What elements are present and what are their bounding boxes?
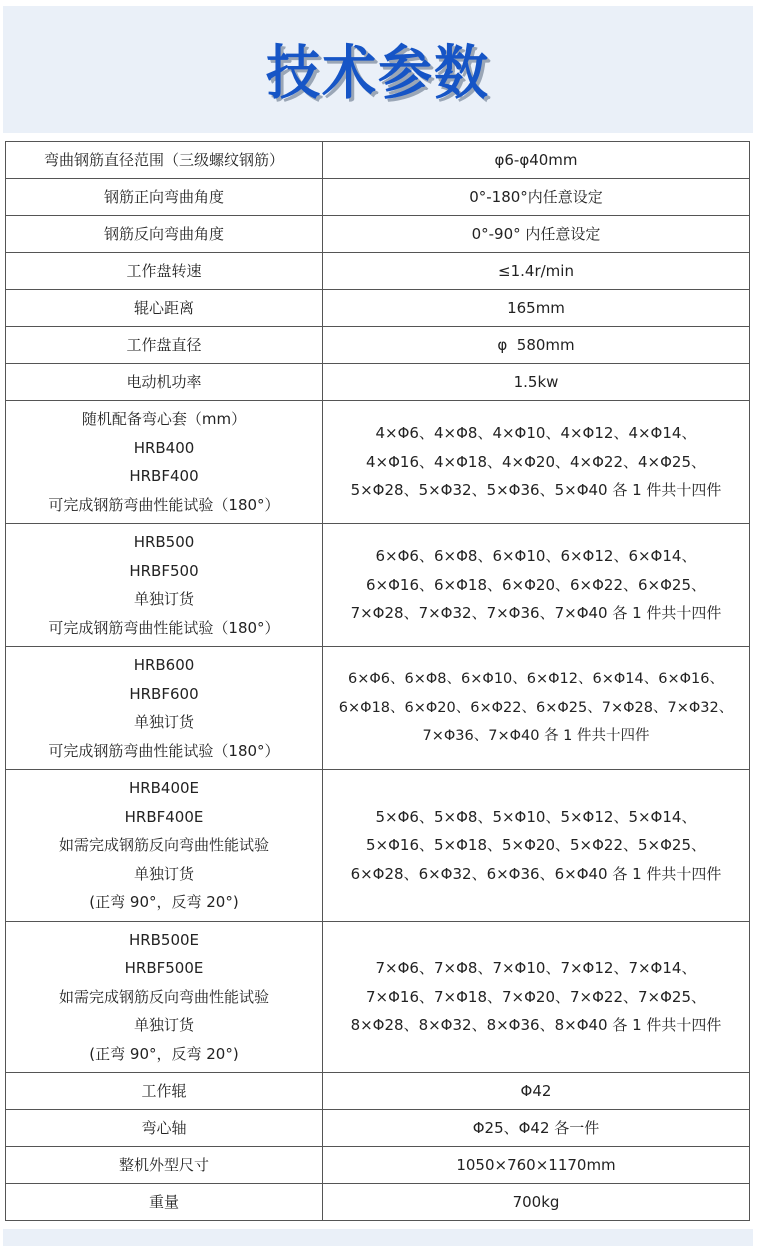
param-value [323,1147,750,1184]
param-value [323,647,750,770]
label-line: 重量 [148,1193,179,1211]
label-line: HRB500 [133,533,195,551]
param-value [323,401,750,524]
table-row [6,179,750,216]
value-line: 5×Φ6、5×Φ8、5×Φ10、5×Φ12、5×Φ14、 [375,807,697,826]
label-line: 钢筋反向弯曲角度 [103,225,224,243]
param-label [6,524,323,647]
value-line: 6×Φ6、6×Φ8、6×Φ10、6×Φ12、6×Φ14、 [375,547,697,566]
param-label [6,327,323,364]
label-line: 单独订货 [133,590,194,608]
value-line: 7×Φ36、7×Φ40 各 1 件共十四件 [422,728,650,745]
value-line: 5×Φ16、5×Φ18、5×Φ20、5×Φ22、5×Φ25、 [365,836,707,855]
table-row [6,770,750,922]
table-row [6,1073,750,1110]
table-row [6,290,750,327]
value-line: 6×Φ6、6×Φ8、6×Φ10、6×Φ12、6×Φ14、6×Φ16、 [348,671,724,688]
param-label [6,1110,323,1147]
label-line: 工作辊 [141,1082,187,1100]
label-line: HRBF400E [124,807,204,826]
value-line: 0°-90° 内任意设定 [471,225,601,243]
label-line: HRBF500E [124,959,204,978]
param-value [323,142,750,179]
label-line: 工作盘直径 [126,336,202,354]
value-line: 6×Φ18、6×Φ20、6×Φ22、6×Φ25、7×Φ28、7×Φ32、 [338,699,734,716]
value-line: 700kg [512,1193,560,1211]
param-value [323,1184,750,1221]
value-line: 4×Φ6、4×Φ8、4×Φ10、4×Φ12、4×Φ14、 [375,424,697,443]
page-title: 技术参数 [266,38,490,107]
value-line: 7×Φ16、7×Φ18、7×Φ20、7×Φ22、7×Φ25、 [365,987,707,1006]
param-value [323,770,750,922]
label-line: HRBF500 [129,561,199,580]
param-value [323,179,750,216]
param-value [323,216,750,253]
value-line: ≤1.4r/min [498,262,574,280]
label-line: 钢筋正向弯曲角度 [103,188,224,206]
value-line: 1.5kw [513,373,559,391]
value-line: 4×Φ16、4×Φ18、4×Φ20、4×Φ22、4×Φ25、 [365,452,707,471]
label-line: 工作盘转速 [126,262,202,280]
table-row [6,216,750,253]
param-label [6,290,323,327]
label-line: HRB600 [133,656,195,674]
label-line: 可完成钢筋弯曲性能试验（180°） [48,495,280,514]
spec-table [5,141,750,1221]
param-value [323,1073,750,1110]
param-value [323,1110,750,1147]
param-value [323,327,750,364]
table-row [6,1147,750,1184]
param-label [6,1147,323,1184]
value-line: Φ42 [520,1082,552,1100]
label-line: HRB500E [128,930,200,949]
param-value [323,290,750,327]
table-row [6,364,750,401]
label-line: HRB400 [133,438,195,457]
value-line: 7×Φ28、7×Φ32、7×Φ36、7×Φ40 各 1 件共十四件 [350,604,722,623]
table-row [6,327,750,364]
table-row [6,922,750,1073]
value-line: 7×Φ6、7×Φ8、7×Φ10、7×Φ12、7×Φ14、 [375,959,697,978]
value-line: 165mm [507,299,565,317]
label-line: HRBF600 [129,684,199,703]
label-line: (正弯 90°，反弯 20°) [89,1044,239,1063]
label-line: 可完成钢筋弯曲性能试验（180°） [48,618,280,637]
label-line: 可完成钢筋弯曲性能试验（180°） [48,741,280,760]
label-line: 电动机功率 [126,373,202,391]
table-row [6,1184,750,1221]
value-line: φ 580mm [497,336,575,354]
value-line: 6×Φ16、6×Φ18、6×Φ20、6×Φ22、6×Φ25、 [365,575,707,594]
table-row [6,1110,750,1147]
label-line: HRBF400 [129,467,199,485]
label-line: 弯曲钢筋直径范围（三级螺纹钢筋） [43,151,284,169]
table-row [6,524,750,647]
label-line: 如需完成钢筋反向弯曲性能试验 [58,987,269,1006]
param-label [6,401,323,524]
param-label [6,647,323,770]
label-line: (正弯 90°，反弯 20°) [89,893,239,912]
label-line: 单独订货 [133,864,194,883]
value-line: 8×Φ28、8×Φ32、8×Φ36、8×Φ40 各 1 件共十四件 [350,1016,722,1035]
label-line: HRB400E [128,779,200,798]
table-row [6,401,750,524]
param-label [6,922,323,1073]
param-label [6,142,323,179]
param-label [6,770,323,922]
param-label [6,179,323,216]
value-line: φ6-φ40mm [494,151,578,169]
table-row [6,142,750,179]
label-line: 随机配备弯心套（mm） [81,410,247,428]
value-line: 0°-180°内任意设定 [469,188,603,206]
label-line: 单独订货 [133,1016,194,1035]
table-row [6,253,750,290]
param-label [6,1073,323,1110]
table-row [6,647,750,770]
param-value [323,922,750,1073]
footer-band [3,1229,753,1246]
value-line: 1050×760×1170mm [456,1156,616,1174]
label-line: 如需完成钢筋反向弯曲性能试验 [58,836,269,855]
title-banner [3,6,753,133]
param-value [323,364,750,401]
param-value [323,524,750,647]
value-line: 5×Φ28、5×Φ32、5×Φ36、5×Φ40 各 1 件共十四件 [350,481,722,500]
param-label [6,1184,323,1221]
value-line: Φ25、Φ42 各一件 [472,1119,600,1137]
param-value [323,253,750,290]
label-line: 整机外型尺寸 [118,1156,209,1174]
param-label [6,253,323,290]
label-line: 弯心轴 [141,1119,187,1137]
param-label [6,364,323,401]
label-line: 辊心距离 [133,299,194,317]
value-line: 6×Φ28、6×Φ32、6×Φ36、6×Φ40 各 1 件共十四件 [350,864,722,883]
param-label [6,216,323,253]
label-line: 单独订货 [133,713,194,731]
